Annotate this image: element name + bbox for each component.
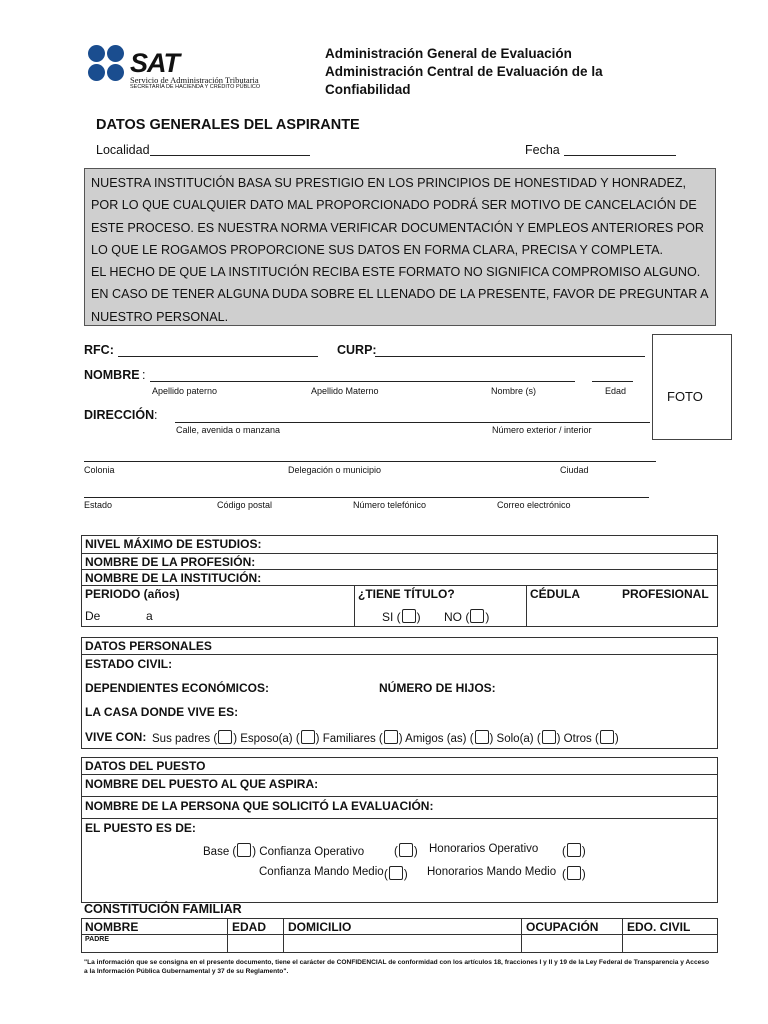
header-line-3: Confiabilidad [325,82,411,97]
localidad-field[interactable] [150,155,310,156]
estado-field[interactable] [84,497,649,498]
col-nombre: NOMBRE [85,920,139,934]
titulo-si-option[interactable]: SI ( ) [382,610,421,624]
direccion-label: DIRECCIÓN [84,408,155,422]
conf-mm-checkbox-group[interactable]: ( ) [384,866,408,881]
profesion-row[interactable] [82,554,717,570]
nivel-label: NIVEL MÁXIMO DE ESTUDIOS: [85,537,262,551]
numero-label: Número exterior / interior [492,425,592,435]
ciudad-label: Ciudad [560,465,589,475]
colonia-field[interactable] [84,461,656,462]
rfc-label: RFC: [84,343,114,357]
edad-field[interactable] [592,381,633,382]
hon-mm-label: Honorarios Mando Medio [427,866,557,878]
padre-row-label: PADRE [85,936,109,943]
amigos-checkbox[interactable] [475,730,489,744]
dependientes-label: DEPENDIENTES ECONÓMICOS: [85,681,270,695]
casa-label: LA CASA DONDE VIVE ES: [85,705,239,719]
familiares-checkbox[interactable] [384,730,398,744]
de-label: De [85,609,101,623]
puesto-table [81,757,718,903]
titulo-label: ¿TIENE TÍTULO? [358,587,455,601]
apellido-paterno-label: Apellido paterno [152,386,218,396]
puesto-title: DATOS DEL PUESTO [85,759,206,773]
confidentiality-note: "La información que se consigna en el presente documento, tiene el carácter de CONFIDENCIAL de conformidad con los artículos 18, fracciones I y II y 19 de la Ley Federal de Transparencia y Acceso a la Información Pública Gubernamental y 37 de su Reglamento". [84,959,709,975]
profesion-label: NOMBRE DE LA PROFESIÓN: [85,555,256,569]
solicito-row[interactable] [82,797,717,819]
calle-field[interactable] [175,422,650,423]
base-option[interactable]: Base ( ) Confianza Operativo [203,843,364,858]
profesional-label: PROFESIONAL [622,587,709,601]
colonia-label: Colonia [84,465,115,475]
hon-mm-checkbox-group[interactable]: ( ) [562,866,586,881]
institucion-label: NOMBRE DE LA INSTITUCIÓN: [85,571,262,585]
nivel-row[interactable] [82,536,717,554]
curp-field[interactable] [375,356,645,357]
solicito-label: NOMBRE DE LA PERSONA QUE SOLICITÓ LA EVALUACIÓN: [85,799,434,813]
telefono-label: Número telefónico [353,500,427,510]
notice-text: NUESTRA INSTITUCIÓN BASA SU PRESTIGIO EN LOS PRINCIPIOS DE HONESTIDAD Y HONRADEZ, POR LO QUE CUALQUIER DATO MAL PROPORCIONADO PODRÁ SER MOTIVO DE CANCELACIÓN DE ESTE PROCESO. ES NUESTRA NORMA VERIFICAR DOCUMENTACIÓN Y EMPLEOS ANTERIORES POR LO QUE LE ROGAMOS PROPORCIONE SUS DATOS EN FORMA CLARA, PRECISA Y COMPLETA. EL HECHO DE QUE LA INSTITUCIÓN RECIBA ESTE FORMATO NO SIGNIFICA COMPROMISO ALGUNO. EN CASO DE TENER ALGUNA DUDA SOBRE EL LLENADO DE LA PRESENTE, FAVOR DE PREGUNTAR A NUESTRO PERSONAL. [91,176,709,324]
col-edad: EDAD [232,920,267,934]
estado-civil-label: ESTADO CIVIL: [85,657,173,671]
col-domicilio: DOMICILIO [288,920,352,934]
base-checkbox[interactable] [237,843,251,857]
a-label: a [146,609,153,623]
vive-con-options[interactable]: Sus padres ( ) Esposo(a) ( ) Familiares ( ) Amigos (as) ( ) Solo(a) ( ) Otros ( ) [152,730,619,745]
header-line-2: Administración Central de Evaluación de la [325,64,603,79]
institucion-row[interactable] [82,570,717,586]
personales-table [81,637,718,749]
logo-subtitle: Servicio de Administración Tributaria [130,75,259,85]
logo-text: SAT [130,48,179,78]
hon-op-label: Honorarios Operativo [429,843,539,855]
col-edo-civil: EDO. CIVIL [627,920,691,934]
hijos-label: NÚMERO DE HIJOS: [379,681,496,695]
aspira-label: NOMBRE DEL PUESTO AL QUE ASPIRA: [85,777,319,791]
delegacion-label: Delegación o municipio [288,465,382,475]
col-ocupacion: OCUPACIÓN [526,920,599,934]
calle-label: Calle, avenida o manzana [176,425,281,435]
vive-con-label: VIVE CON: [85,730,147,744]
direccion-colon: : [154,408,158,422]
conf-op-checkbox-group[interactable]: ( ) [394,843,418,858]
familia-title: CONSTITUCIÓN FAMILIAR [84,902,242,916]
no-checkbox[interactable] [470,609,484,623]
localidad-label: Localidad [96,143,150,157]
header-line-1: Administración General de Evaluación [325,46,572,61]
notice-box [84,168,716,326]
fecha-label: Fecha [525,143,560,157]
fecha-field[interactable] [564,155,676,156]
sat-logo-icon [88,45,126,83]
estado-label: Estado [84,500,113,510]
personales-title: DATOS PERSONALES [85,639,212,653]
periodo-label: PERIODO (años) [85,587,180,601]
curp-label: CURP: [337,343,377,357]
photo-label: FOTO [667,389,703,404]
aspira-row[interactable] [82,775,717,797]
esposo-checkbox[interactable] [301,730,315,744]
rfc-field[interactable] [118,356,318,357]
conf-op-checkbox[interactable] [399,843,413,857]
correo-label: Correo electrónico [497,500,571,510]
familia-table [81,918,718,953]
edad-label: Edad [605,386,627,396]
cedula-label: CÉDULA [530,587,580,601]
padres-checkbox[interactable] [218,730,232,744]
solo-checkbox[interactable] [542,730,556,744]
apellido-materno-label: Apellido Materno [311,386,379,396]
logo-subtitle-2: SECRETARÍA DE HACIENDA Y CRÉDITO PÚBLICO [130,84,261,90]
nombre-colon: : [142,368,146,382]
page-title: DATOS GENERALES DEL ASPIRANTE [96,117,360,133]
hon-op-checkbox-group[interactable]: ( ) [562,843,586,858]
cp-label: Código postal [217,500,273,510]
titulo-no-option[interactable]: NO ( ) [444,610,490,624]
otros-checkbox[interactable] [600,730,614,744]
nombre-field[interactable] [150,381,575,382]
estudios-table [81,535,718,627]
photo-box[interactable] [652,334,732,440]
conf-mm-checkbox[interactable] [389,866,403,880]
nombres-label: Nombre (s) [491,386,537,396]
nombre-label: NOMBRE [84,368,140,382]
es-de-label: EL PUESTO ES DE: [85,821,196,835]
si-checkbox[interactable] [402,609,416,623]
conf-mm-label: Confianza Mando Medio [259,866,384,878]
hon-mm-checkbox[interactable] [567,866,581,880]
hon-op-checkbox[interactable] [567,843,581,857]
